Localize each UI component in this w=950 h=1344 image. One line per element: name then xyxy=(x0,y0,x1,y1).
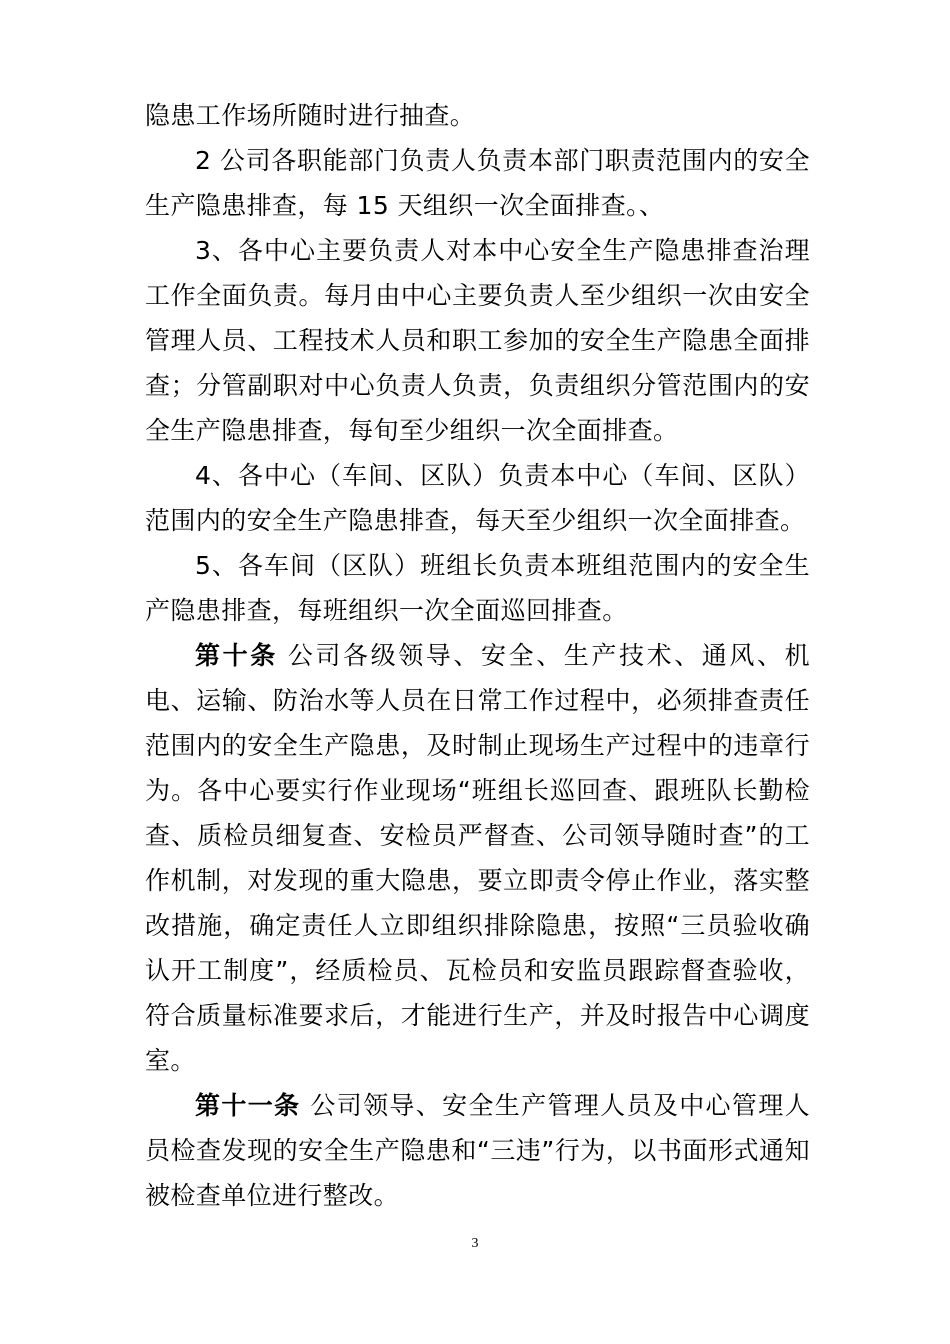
paragraph-item-3 xyxy=(145,228,810,453)
paragraph-text: 3、各中心主要负责人对本中心安全生产隐患排查治理工作全面负责。每月由中心主要负责人至少组织一次由安全管理人员、工程技术人员和职工参加的安全生产隐患全面排查；分管副职对中心负责人负责，负责组织分管范围内的安全生产隐患排查，每旬至少组织一次全面排查。 xyxy=(145,236,810,445)
paragraph-text: 隐患工作场所随时进行抽查。 xyxy=(145,101,476,130)
article-11 xyxy=(145,1083,810,1218)
article-10 xyxy=(145,633,810,1083)
article-heading: 第十条 xyxy=(195,641,278,670)
article-heading: 第十一条 xyxy=(195,1091,301,1120)
document-body xyxy=(145,93,810,1218)
paragraph-text: 5、各车间（区队）班组长负责本班组范围内的安全生产隐患排查，每班组织一次全面巡回排查。 xyxy=(145,551,810,625)
page-number: 3 xyxy=(471,1236,479,1251)
paragraph-text: 4、各中心（车间、区队）负责本中心（车间、区队）范围内的安全生产隐患排查，每天至少组织一次全面排查。 xyxy=(145,461,810,535)
paragraph-item-4 xyxy=(145,453,810,543)
article-text: 公司领导、安全生产管理人员及中心管理人员检查发现的安全生产隐患和“三违”行为，以书面形式通知被检查单位进行整改。 xyxy=(145,1091,810,1210)
paragraph-continuation xyxy=(145,93,810,138)
paragraph-text: 2 公司各职能部门负责人负责本部门职责范围内的安全生产隐患排查，每 15 天组织一次全面排查。、 xyxy=(145,146,810,220)
article-text: 公司各级领导、安全、生产技术、通风、机电、运输、防治水等人员在日常工作过程中，必须排查责任范围内的安全生产隐患，及时制止现场生产过程中的违章行为。各中心要实行作业现场“班组长巡回查、跟班队长勤检查、质检员细复查、安检员严督查、公司领导随时查”的工作机制，对发现的重大隐患，要立即责令停止作业，落实整改措施，确定责任人立即组织排除隐患，按照“三员验收确认开工制度”，经质检员、瓦检员和安监员跟踪督查验收，符合质量标准要求后，才能进行生产，并及时报告中心调度室。 xyxy=(145,641,811,1075)
paragraph-item-2 xyxy=(145,138,810,228)
paragraph-item-5 xyxy=(145,543,810,633)
